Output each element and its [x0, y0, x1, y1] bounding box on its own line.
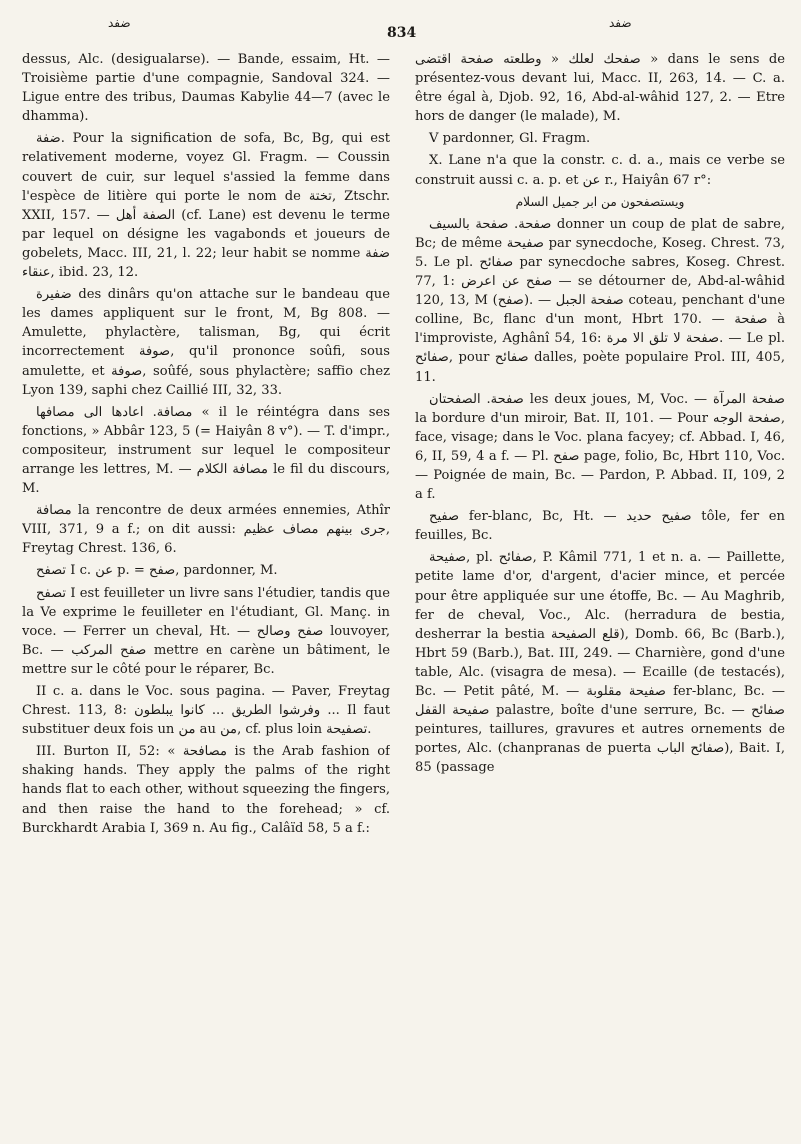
- page-number: 834: [387, 25, 417, 41]
- entry-paragraph: صفيحة, pl. صفائح, P. Kâmil 771, 1 et n. a. — Paillette, petite lame d'or, d'argent, d'acier mince, et percée pour être appliquée sur une étoffe, Bc. — Au Maghrib, fer de cheval, Voc., Alc. (herradura de bestia, desherrar la bestia قلع الصفيحة), Domb. 66, Bc (Barb.), Hbrt 59 (Barb.), Bat. III, 249. — Charnière, gond d'une table, Alc. (visagra de mesa). — Ecaille (de testacés), Bc. — Petit pâté, M. — صفيحة مقلوبة fer-blanc, Bc. — صفيحة القفل palastre, boîte d'une serrure, Bc. — صفائح peintures, taillures, gravures et autres ornements de portes, Alc. (chanpranas de puerta صفائح الباب), Bait. I, 85 (passage: [415, 550, 785, 776]
- entry-paragraph: II c. a. dans le Voc. sous pagina. — Paver, Freytag Chrest. 113, 8: وفرشوا الطريق ... كانوا يبلطون ... Il faut substituer deux fois un من au من, cf. plus loin تصفيحة.: [22, 684, 390, 738]
- entry-paragraph: مصافة la rencontre de deux armées ennemies, Athîr VIII, 371, 9 a f.; on dit aussi: جرى بينهم مصاف عظيم, Freytag Chrest. 136, 6.: [22, 503, 390, 557]
- running-head-right: ضفد: [609, 16, 632, 30]
- left-column: [22, 50, 390, 1140]
- entry-paragraph: III. Burton II, 52: « مصافحة is the Arab fashion of shaking hands. They apply the palms of the right hands flat to each other, without squeezing the fingers, and then raise the hand to the forehead; » cf. Burckhardt Arabia I, 369 n. Au fig., Calâïd 58, 5 a f.:: [22, 744, 390, 836]
- entry-paragraph: V pardonner, Gl. Fragm.: [429, 131, 591, 147]
- entry-paragraph: ضفيرة des dinârs qu'on attache sur le bandeau que les dames appliquent sur le front, M, Bg 808. — Amulette, phylactère, talisman, Bg, qui écrit incorrectement صوفة, qu'il prononce soûfi, sous amulette, et صوفة, soûfé, sous phylactère; saffio chez Lyon 139, saphi chez Caillié III, 32, 33.: [22, 287, 390, 398]
- entry-paragraph: صفحك لعلك « وطلعته صفحة اقتضى » dans le sens de présentez-vous devant lui, Macc. II, 263, 14. — C. a. être égal à, Djob. 92, 16, Abd-al-wâhid 127, 2. — Etre hors de danger (le malade), M.: [415, 52, 785, 125]
- running-head-left: ضفد: [108, 16, 131, 30]
- entry-paragraph: صفحة. صفحة بالسيف donner un coup de plat de sabre, Bc; de même صفيحة par synecdoche, Koseg. Chrest. 73, 5. Le pl. صفائح par synecdoche sabres, Koseg. Chrest. 77, 1: صفح عن اعرض — se détourner de, Abd-al-wâhid 120, 13, M (صفح). — صفحة الجبل coteau, penchant d'une colline, Bc, flanc d'un mont, Hbrt 170. — صفحة à l'improviste, Aghânî 54, 16: صفحة لا تلق الا مرة. — Le pl. صفائح, pour صفائح dalles, poète populaire Prol. III, 405, 11.: [415, 216, 785, 385]
- arabic-quotation: ويستصفحون من ابر جميل السلام: [515, 194, 685, 209]
- entry-paragraph: X. Lane n'a que la constr. c. d. a., mais ce verbe se construit aussi c. a. p. et عن r., Haiyân 67 r°:: [415, 153, 785, 188]
- entry-paragraph: تصفح I c. عن p. = صفح, pardonner, M.: [36, 563, 278, 579]
- entry-paragraph: صفحة. الصفحتان les deux joues, M, Voc. — صفحة المرآة la bordure d'un miroir, Bat. II, 101. — Pour صفحة الوجه, face, visage; dans le Voc. plana facyey; cf. Abbad. I, 46, 6, II, 59, 4 a f. — Pl. صفح page, folio, Bc, Hbrt 110, Voc. — Poignée de main, Bc. — Pardon, P. Abbad. II, 109, 2 a f.: [415, 391, 785, 503]
- entry-paragraph: صفيح fer-blanc, Bc, Ht. — صفيح حديد tôle, fer en feuilles, Bc.: [415, 509, 785, 544]
- entry-paragraph: مصافة. اعادها الى مصافها « il le réintégra dans ses fonctions, » Abbâr 123, 5 (= Haiyân 8 v°). — T. d'impr., compositeur, instrument sur lequel le compositeur arrange les lettres, M. — مصافة الكلام le fil du discours, M.: [22, 404, 390, 497]
- right-column: [415, 50, 785, 1140]
- entry-paragraph: ضفة. Pour la signification de sofa, Bc, Bg, qui est relativement moderne, voyez Gl. Fragm. — Coussin couvert de cuir, sur lequel s'assied la femme dans l'espèce de litière qui porte le nom de تختة, Ztschr. XXII, 157. — الصفة أهل (cf. Lane) est devenu le terme par lequel on désigne les vagabonds et joueurs de gobelets, Macc. III, 21, l. 22; leur habit se nomme ضفة عنقاء, ibid. 23, 12.: [22, 131, 390, 281]
- page-header: [0, 12, 801, 44]
- entry-paragraph: dessus, Alc. (desigualarse). — Bande, essaim, Ht. — Troisième partie d'une compagnie, Sandoval 324. — Ligue entre des tribus, Daumas Kabylie 44—7 (avec le dhamma).: [22, 52, 390, 125]
- entry-paragraph: تصفح I est feuilleter un livre sans l'étudier, tandis que la Ve exprime le feuilleter en l'étudiant, Gl. Manç. in voce. — Ferrer un cheval, Ht. — صفح وصالح louvoyer, Bc. — صفح المركب mettre en carène un bâtiment, le mettre sur le côté pour le réparer, Bc.: [22, 585, 390, 677]
